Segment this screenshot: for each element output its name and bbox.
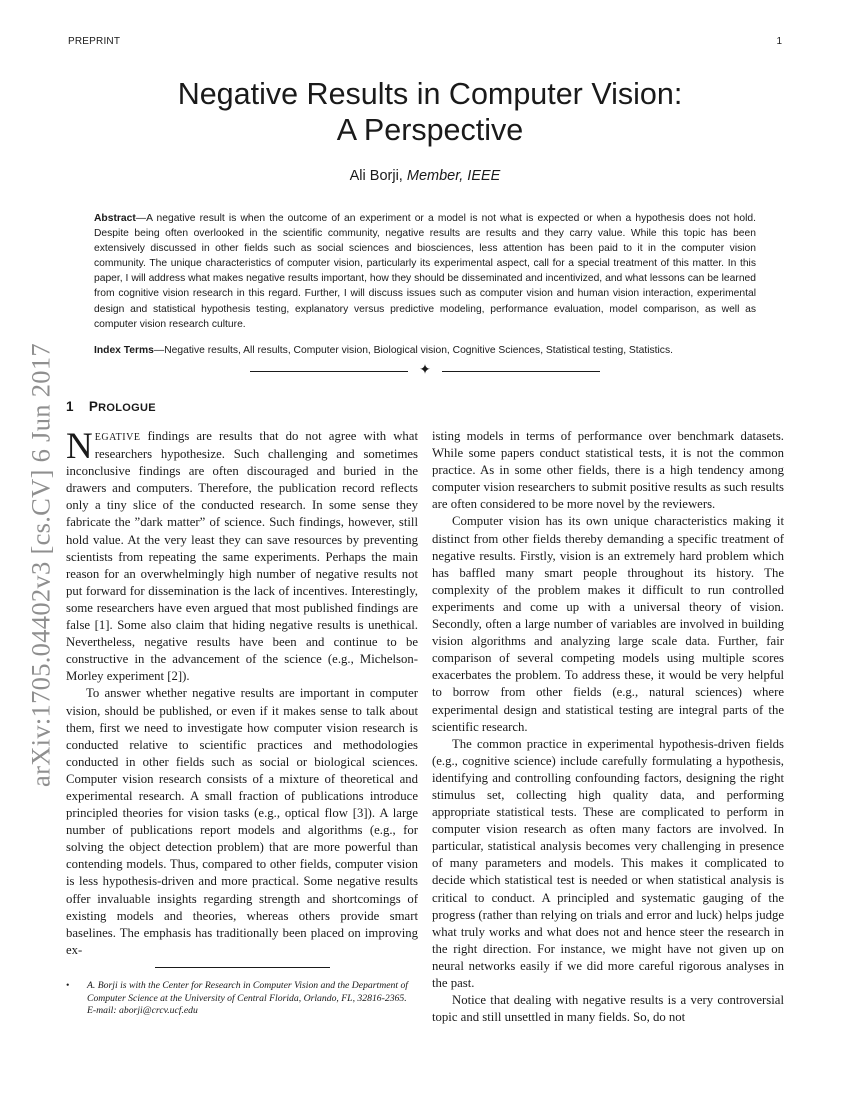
index-terms: [94, 343, 756, 358]
index-terms-label: Index Terms: [94, 345, 154, 356]
paragraph: [66, 428, 418, 685]
author-name: Ali Borji,: [349, 168, 403, 184]
bullet-icon: •: [66, 980, 70, 991]
running-head: PREPRINT: [68, 36, 121, 47]
index-terms-text: —Negative results, All results, Computer vision, Biological vision, Cognitive Sciences, Statistical testing, Statistics.: [153, 345, 673, 356]
right-column: [432, 428, 784, 1026]
paragraph: isting models in terms of performance over benchmark datasets. While some papers conduct statistical tests, it is not the common practice. As in some other fields, there is a high tendency among computer vision researchers to submit positive results as such results are often considered to be more novel by the reviewers.: [432, 429, 784, 512]
paragraph-text: findings are results that do not agree with what researchers hypothesize. Such challenging and sometimes inconclusive findings are often discouraged and buried in the drawers and computers. Therefore, the publication record reflects only a tiny slice of the conducted research. In some sense they fabricate the ”dark matter” of science. Such findings, however, still hold value. At the very least they can save resources by preventing scientists from repeating the same experiments. Perhaps the main reason for an overwhelmingly high number of negative results not put forward for dissemination is the lack of incentives. Interestingly, some researchers have even argued that most published findings are false [1]. Some also claim that hiding negative results is unethical. Nevertheless, negative results have been and continue to be constructive in the advancement of the science (e.g., Michelson-Morley experiment [2]).: [66, 429, 418, 684]
section-divider: [250, 363, 600, 379]
drop-cap: N: [66, 426, 93, 467]
footnote-affiliation: A. Borji is with the Center for Research in Computer Vision and the Department of Computer Science at the University of Central Florida, Orlando, FL, 32816-2365.: [87, 980, 409, 1004]
section-title-rest: ROLOGUE: [98, 402, 156, 414]
author-footnote: [66, 980, 418, 1018]
page-number: 1: [776, 36, 782, 47]
abstract-text: —A negative result is when the outcome of an experiment or a model is not what is expected or when a hypothesis does not hold. Despite being often overlooked in the scientific community, negative results are results and they carry value. While this topic has been extensively discussed in other fields such as social sciences and biosciences, less attention has been paid to it in the computer vision community. The unique characteristics of computer vision, particularly its experimental aspect, call for a special treatment of this matter. In this paper, I will address what makes negative results important, how they should be disseminated and incentivized, and what lessons can be learned from cognitive vision research in this regard. Further, I will discuss issues such as computer vision and human vision interaction, experimental design and statistical hypothesis testing, explanatory versus predictive modeling, performance evaluation, model comparison, as well as computer vision research culture.: [94, 213, 756, 330]
divider-line-left: [250, 371, 408, 372]
footnote-email[interactable]: E-mail: aborji@crcv.ucf.edu: [87, 1005, 198, 1016]
paragraph: Computer vision has its own unique characteristics making it distinct from other fields thereby demanding a specific treatment of negative results. Firstly, vision is an extremely hard problem which has baffled many smart people throughout its history. The complexity of the problem makes it difficult to run controlled experiments and come up with a universal theory of vision. Secondly, often a large number of variables are involved in building vision algorithms and analyzing large scale data. Further, fair comparison of several competing models using multiple scores exacerbates the problem. To address these, it would be very helpful to borrow from other fields (e.g., natural sciences) where experimental design and statistical testing are integral parts of the scientific research.: [432, 514, 784, 734]
small-caps-word: EGATIVE: [94, 432, 141, 443]
arxiv-identifier-stamp: arXiv:1705.04402v3 [cs.CV] 6 Jun 2017: [25, 343, 56, 787]
section-heading: [66, 399, 156, 414]
title-line-2: A Perspective: [336, 113, 524, 147]
paper-title: [110, 76, 750, 148]
paragraph: The common practice in experimental hypothesis-driven fields (e.g., cognitive science) include carefully formulating a hypothesis, identifying and controlling confounding factors, designing the right stimulus set, collecting high quality data, and performing appropriate statistical tests. These are complicated to perform in computer vision research as often many factors are involved. In particular, statistical analysis becomes very challenging in presence of many parameters and models. This makes it complicated to decide which statistical test is needed or when statistical analysis is critical to conduct. A principled and systematic gauging of the progress (rather than relying on trials and error and luck) helps judge what truly works and what does not and hence steer the research in the right direction. For instance, we might have not given up on neural networks easily if we did more careful rigorous analyses in the past.: [432, 736, 784, 990]
paragraph: To answer whether negative results are important in computer vision, should be published, or even if it makes sense to talk about them, first we need to investigate how computer vision research is conducted relative to scientific practices and methodologies conducted in other fields such as social or biological sciences. Computer vision research consists of a mixture of theoretical and experimental research. A small fraction of publications introduce principled theories for vision tasks (e.g., optical flow [3]). A large number of publications report models and algorithms (e.g., for solving the object detection problem) that are more powerful than contending models. Thus, compared to other fields, computer vision is less hypothesis-driven and more practical. Some negative results offer invaluable insights regarding strength and shortcomings of existing models and theories, whereas others provide smart baselines. The emphasis has traditionally been placed on improving ex-: [66, 686, 418, 957]
divider-line-right: [442, 371, 600, 372]
footnote-text: [87, 980, 418, 1018]
footnote-rule: [155, 967, 330, 968]
author-affiliation: Member, IEEE: [406, 168, 501, 184]
divider-star-icon: ✦: [419, 363, 431, 378]
left-column: [66, 428, 418, 959]
abstract: [94, 211, 756, 332]
author-line: [0, 168, 850, 184]
abstract-label: Abstract: [94, 213, 136, 224]
section-number: 1: [66, 399, 74, 414]
section-title-initial: P: [88, 399, 99, 414]
paragraph: Notice that dealing with negative results is a very controversial topic and still unsettled in many fields. So, do not: [432, 993, 784, 1025]
title-line-1: Negative Results in Computer Vision:: [177, 77, 683, 111]
